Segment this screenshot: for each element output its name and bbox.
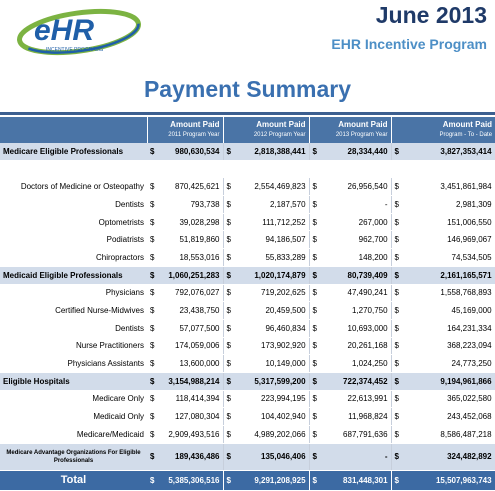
column-header: Amount Paid Program - To - Date <box>391 117 495 143</box>
currency-symbol: $ <box>391 196 401 214</box>
row-label: Medicare Advantage Organizations For Eligible Professionals <box>0 443 147 470</box>
amount-cell: 51,819,860 <box>157 231 223 249</box>
table-row <box>0 426 495 444</box>
amount-cell: 368,223,094 <box>401 337 495 355</box>
amount-cell: 11,968,824 <box>319 408 391 426</box>
amount-cell: - <box>319 443 391 470</box>
amount-cell: 45,169,000 <box>401 302 495 320</box>
amount-cell: 9,194,961,866 <box>401 372 495 390</box>
currency-symbol: $ <box>391 266 401 284</box>
currency-symbol: $ <box>391 284 401 302</box>
table-row <box>0 213 495 231</box>
amount-cell: 5,317,599,200 <box>233 372 309 390</box>
section-row <box>0 372 495 390</box>
amount-cell: 324,482,892 <box>401 443 495 470</box>
currency-symbol: $ <box>223 337 233 355</box>
currency-symbol: $ <box>147 231 157 249</box>
currency-symbol: $ <box>391 408 401 426</box>
currency-symbol: $ <box>147 390 157 408</box>
amount-cell: 20,261,168 <box>319 337 391 355</box>
amount-cell: 18,553,016 <box>157 249 223 267</box>
row-label: Dentists <box>0 196 147 214</box>
amount-cell: 1,060,251,283 <box>157 266 223 284</box>
currency-symbol: $ <box>223 266 233 284</box>
amount-cell: 223,994,195 <box>233 390 309 408</box>
amount-cell: 174,059,006 <box>157 337 223 355</box>
row-label: Medicare/Medicaid <box>0 426 147 444</box>
currency-symbol: $ <box>223 231 233 249</box>
amount-cell: 793,738 <box>157 196 223 214</box>
currency-symbol: $ <box>391 143 401 160</box>
currency-symbol: $ <box>223 249 233 267</box>
table-row <box>0 302 495 320</box>
amount-cell: 1,558,768,893 <box>401 284 495 302</box>
amount-cell: 687,791,636 <box>319 426 391 444</box>
amount-cell: 831,448,301 <box>319 470 391 490</box>
currency-symbol: $ <box>223 372 233 390</box>
currency-symbol: $ <box>223 390 233 408</box>
amount-cell: 980,630,534 <box>157 143 223 160</box>
table-header-row <box>0 117 495 143</box>
amount-cell: 1,270,750 <box>319 302 391 320</box>
amount-cell: 792,076,027 <box>157 284 223 302</box>
currency-symbol: $ <box>147 249 157 267</box>
currency-symbol: $ <box>147 196 157 214</box>
row-label: Optometrists <box>0 213 147 231</box>
currency-symbol: $ <box>223 426 233 444</box>
amount-cell: 365,022,580 <box>401 390 495 408</box>
row-label: Podiatrists <box>0 231 147 249</box>
table-row <box>0 178 495 196</box>
amount-cell: 267,000 <box>319 213 391 231</box>
currency-symbol: $ <box>147 426 157 444</box>
section-row <box>0 143 495 160</box>
amount-cell: 8,586,487,218 <box>401 426 495 444</box>
title-divider <box>0 112 495 115</box>
currency-symbol: $ <box>223 196 233 214</box>
amount-cell: 22,613,991 <box>319 390 391 408</box>
amount-cell: 719,202,625 <box>233 284 309 302</box>
amount-cell: 135,046,406 <box>233 443 309 470</box>
amount-cell: 2,909,493,516 <box>157 426 223 444</box>
amount-cell: 9,291,208,925 <box>233 470 309 490</box>
program-name: EHR Incentive Program <box>331 36 487 52</box>
amount-cell: 39,028,298 <box>157 213 223 231</box>
amount-cell: - <box>319 196 391 214</box>
ehr-logo <box>4 6 154 56</box>
amount-cell: 2,981,309 <box>401 196 495 214</box>
header-label-cell <box>0 117 147 143</box>
currency-symbol: $ <box>147 337 157 355</box>
row-label: Medicaid Eligible Professionals <box>0 266 147 284</box>
amount-cell: 80,739,409 <box>319 266 391 284</box>
logo-subtext: INCENTIVE PROGRAMS <box>46 47 104 53</box>
currency-symbol: $ <box>309 372 319 390</box>
amount-cell: 118,414,394 <box>157 390 223 408</box>
amount-cell: 15,507,963,743 <box>401 470 495 490</box>
currency-symbol: $ <box>147 443 157 470</box>
amount-cell: 96,460,834 <box>233 319 309 337</box>
row-label: Certified Nurse-Midwives <box>0 302 147 320</box>
amount-cell: 26,956,540 <box>319 178 391 196</box>
currency-symbol: $ <box>223 355 233 373</box>
row-label: Medicare Only <box>0 390 147 408</box>
table-row <box>0 284 495 302</box>
currency-symbol: $ <box>147 408 157 426</box>
currency-symbol: $ <box>391 319 401 337</box>
amount-cell: 148,200 <box>319 249 391 267</box>
amount-cell: 1,024,250 <box>319 355 391 373</box>
amount-cell: 151,006,550 <box>401 213 495 231</box>
row-label: Total <box>0 470 147 490</box>
amount-cell: 74,534,505 <box>401 249 495 267</box>
currency-symbol: $ <box>391 426 401 444</box>
currency-symbol: $ <box>223 302 233 320</box>
table-row <box>0 337 495 355</box>
row-label: Medicaid Only <box>0 408 147 426</box>
currency-symbol: $ <box>223 443 233 470</box>
amount-cell: 23,438,750 <box>157 302 223 320</box>
amount-cell: 57,077,500 <box>157 319 223 337</box>
amount-cell: 3,154,988,214 <box>157 372 223 390</box>
row-label: Physicians <box>0 284 147 302</box>
currency-symbol: $ <box>391 337 401 355</box>
row-label: Doctors of Medicine or Osteopathy <box>0 178 147 196</box>
row-label: Physicians Assistants <box>0 355 147 373</box>
column-header: Amount Paid 2011 Program Year <box>147 117 223 143</box>
currency-symbol: $ <box>223 408 233 426</box>
report-month: June 2013 <box>375 2 487 28</box>
currency-symbol: $ <box>391 249 401 267</box>
table-row <box>0 196 495 214</box>
table-row <box>0 390 495 408</box>
currency-symbol: $ <box>391 231 401 249</box>
currency-symbol: $ <box>309 319 319 337</box>
currency-symbol: $ <box>147 143 157 160</box>
amount-cell: 111,712,252 <box>233 213 309 231</box>
currency-symbol: $ <box>309 196 319 214</box>
currency-symbol: $ <box>147 284 157 302</box>
row-label: Chiropractors <box>0 249 147 267</box>
column-header: Amount Paid 2012 Program Year <box>223 117 309 143</box>
page-title: Payment Summary <box>143 76 352 102</box>
currency-symbol: $ <box>309 213 319 231</box>
currency-symbol: $ <box>309 143 319 160</box>
amount-cell: 104,402,940 <box>233 408 309 426</box>
table-row <box>0 319 495 337</box>
amount-cell: 164,231,334 <box>401 319 495 337</box>
amount-cell: 10,693,000 <box>319 319 391 337</box>
amount-cell: 127,080,304 <box>157 408 223 426</box>
currency-symbol: $ <box>309 284 319 302</box>
currency-symbol: $ <box>223 319 233 337</box>
amount-cell: 870,425,621 <box>157 178 223 196</box>
amount-cell: 2,161,165,571 <box>401 266 495 284</box>
amount-cell: 962,700 <box>319 231 391 249</box>
amount-cell: 722,374,452 <box>319 372 391 390</box>
amount-cell: 3,827,353,414 <box>401 143 495 160</box>
amount-cell: 55,833,289 <box>233 249 309 267</box>
currency-symbol: $ <box>391 355 401 373</box>
currency-symbol: $ <box>147 178 157 196</box>
amount-cell: 243,452,068 <box>401 408 495 426</box>
currency-symbol: $ <box>147 213 157 231</box>
spacer-cell <box>0 160 495 178</box>
row-label: Medicare Eligible Professionals <box>0 143 147 160</box>
currency-symbol: $ <box>391 213 401 231</box>
amount-cell: 47,490,241 <box>319 284 391 302</box>
amount-cell: 28,334,440 <box>319 143 391 160</box>
currency-symbol: $ <box>391 302 401 320</box>
amount-cell: 94,186,507 <box>233 231 309 249</box>
currency-symbol: $ <box>391 178 401 196</box>
currency-symbol: $ <box>309 408 319 426</box>
payment-summary-table <box>0 117 495 491</box>
logo-text: eHR <box>34 14 95 47</box>
amount-cell: 189,436,486 <box>157 443 223 470</box>
currency-symbol: $ <box>309 470 319 490</box>
currency-symbol: $ <box>309 355 319 373</box>
section-row <box>0 266 495 284</box>
table-row <box>0 231 495 249</box>
currency-symbol: $ <box>223 213 233 231</box>
amount-cell: 4,989,202,066 <box>233 426 309 444</box>
amount-cell: 5,385,306,516 <box>157 470 223 490</box>
column-header: Amount Paid 2013 Program Year <box>309 117 391 143</box>
currency-symbol: $ <box>147 266 157 284</box>
currency-symbol: $ <box>391 443 401 470</box>
amount-cell: 2,818,388,441 <box>233 143 309 160</box>
amount-cell: 13,600,000 <box>157 355 223 373</box>
table-row <box>0 355 495 373</box>
currency-symbol: $ <box>223 178 233 196</box>
currency-symbol: $ <box>309 249 319 267</box>
amount-cell: 1,020,174,879 <box>233 266 309 284</box>
spacer-row <box>0 160 495 178</box>
amount-cell: 2,187,570 <box>233 196 309 214</box>
currency-symbol: $ <box>309 426 319 444</box>
amount-cell: 10,149,000 <box>233 355 309 373</box>
currency-symbol: $ <box>391 390 401 408</box>
row-label: Dentists <box>0 319 147 337</box>
currency-symbol: $ <box>223 284 233 302</box>
amount-cell: 20,459,500 <box>233 302 309 320</box>
row-label: Eligible Hospitals <box>0 372 147 390</box>
amount-cell: 2,554,469,823 <box>233 178 309 196</box>
total-row <box>0 470 495 490</box>
currency-symbol: $ <box>309 231 319 249</box>
currency-symbol: $ <box>309 443 319 470</box>
currency-symbol: $ <box>147 319 157 337</box>
table-row <box>0 408 495 426</box>
currency-symbol: $ <box>223 470 233 490</box>
currency-symbol: $ <box>309 266 319 284</box>
currency-symbol: $ <box>147 355 157 373</box>
currency-symbol: $ <box>309 178 319 196</box>
currency-symbol: $ <box>223 143 233 160</box>
currency-symbol: $ <box>309 337 319 355</box>
currency-symbol: $ <box>147 372 157 390</box>
currency-symbol: $ <box>147 302 157 320</box>
currency-symbol: $ <box>391 470 401 490</box>
currency-symbol: $ <box>309 302 319 320</box>
currency-symbol: $ <box>391 372 401 390</box>
amount-cell: 146,969,067 <box>401 231 495 249</box>
amount-cell: 173,902,920 <box>233 337 309 355</box>
amount-cell: 24,773,250 <box>401 355 495 373</box>
currency-symbol: $ <box>309 390 319 408</box>
amount-cell: 3,451,861,984 <box>401 178 495 196</box>
table-row <box>0 249 495 267</box>
row-label: Nurse Practitioners <box>0 337 147 355</box>
currency-symbol: $ <box>147 470 157 490</box>
